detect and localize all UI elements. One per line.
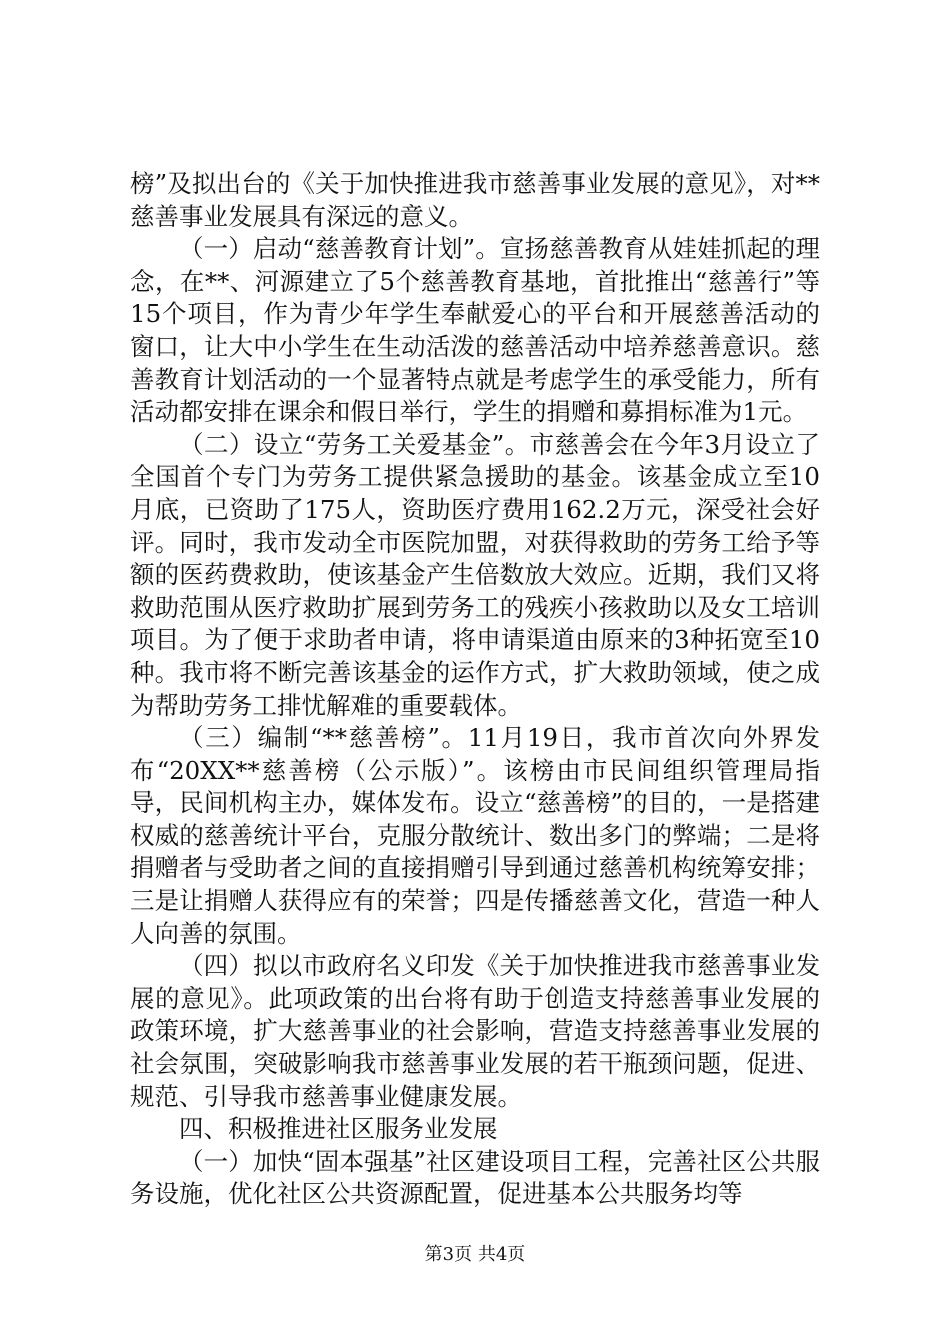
paragraph-charity-education: （一）启动“慈善教育计划”。宣扬慈善教育从娃娃抓起的理念，在**、河源建立了5个慈善教育基地，首批推出“慈善行”等15个项目，作为青少年学生奉献爱心的平台和开展慈善活动的窗口，让大中小学生在生动活泼的慈善活动中培养慈善意识。慈善教育计划活动的一个显著特点就是考虑学生的承受能力，所有活动都安排在课余和假日举行，学生的捐赠和募捐标准为1元。	[130, 234, 820, 427]
paragraph-policy-opinion: （四）拟以市政府名义印发《关于加快推进我市慈善事业发展的意见》。此项政策的出台将有助于创造支持慈善事业发展的政策环境，扩大慈善事业的社会影响，营造支持慈善事业发展的社会氛围，突破影响我市慈善事业发展的若干瓶颈问题，促进、规范、引导我市慈善事业健康发展。	[130, 951, 820, 1111]
paragraph-worker-fund: （二）设立“劳务工关爱基金”。市慈善会在今年3月设立了全国首个专门为劳务工提供紧急援助的基金。该基金成立至10月底，已资助了175人，资助医疗费用162.2万元，深受社会好评。同时，我市发动全市医院加盟，对获得救助的劳务工给予等额的医药费救助，使该基金产生倍数放大效应。近期，我们又将救助范围从医疗救助扩展到劳务工的残疾小孩救助以及女工培训项目。为了便于求助者申请，将申请渠道由原来的3种拓宽至10种。我市将不断完善该基金的运作方式，扩大救助领域，使之成为帮助劳务工排忧解难的重要载体。	[130, 429, 820, 720]
section-heading-community-services: 四、积极推进社区服务业发展	[179, 1114, 498, 1144]
paragraph-charity-list: （三）编制“**慈善榜”。11月19日，我市首次向外界发布“20XX**慈善榜（公示版）”。该榜由市民间组织管理局指导，民间机构主办，媒体发布。设立“慈善榜”的目的，一是搭建权威的慈善统计平台，克服分散统计、数出多门的弊端；二是将捐赠者与受助者之间的直接捐赠引导到通过慈善机构统筹安排；三是让捐赠人获得应有的荣誉；四是传播慈善文化，营造一种人人向善的氛围。	[130, 723, 820, 948]
paragraph-continuation: 榜”及拟出台的《关于加快推进我市慈善事业发展的意见》，对**慈善事业发展具有深远的意义。	[130, 169, 820, 231]
paragraph-community-project: （一）加快“固本强基”社区建设项目工程，完善社区公共服务设施，优化社区公共资源配置，促进基本公共服务均等	[130, 1146, 820, 1209]
document-body	[130, 168, 820, 1211]
page-number-footer: 第3页 共4页	[424, 1244, 526, 1265]
